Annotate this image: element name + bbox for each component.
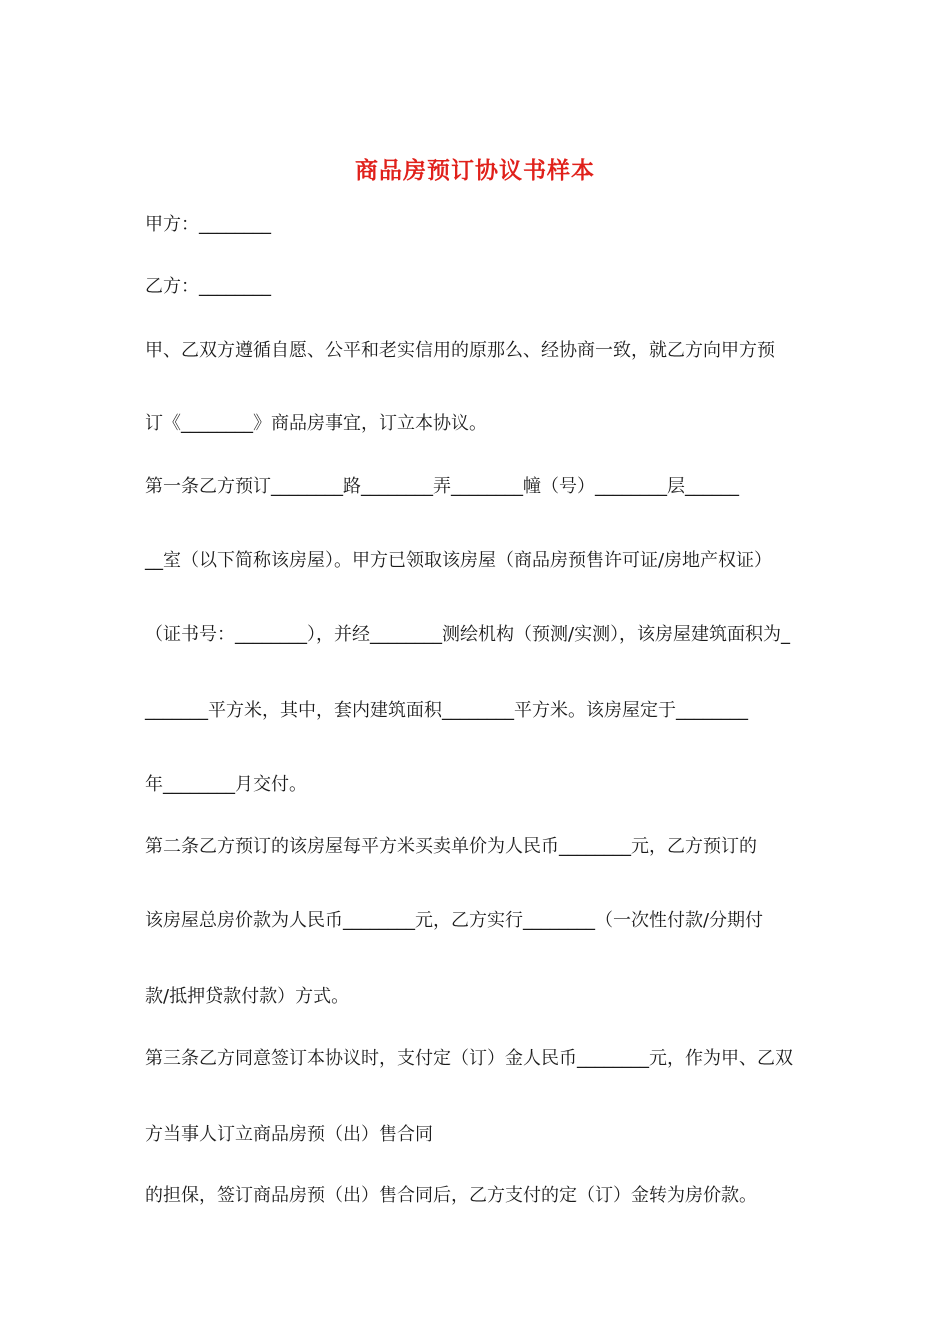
article-1-line-5: 年________月交付。 [145,774,307,795]
article-2-line-2: 该房屋总房价款为人民币________元，乙方实行________（一次性付款/分期付 [145,910,764,931]
preamble-line-2: 订《________》商品房事宜，订立本协议。 [145,413,487,434]
article-1-line-3: （证书号：________），并经________测绘机构（预测/实测），该房屋建筑面积为_ [145,624,791,645]
party-a-line: 甲方：________ [145,214,271,235]
article-3-line-2: 方当事人订立商品房预（出）售合同 [145,1124,433,1145]
article-1-line-2: __室（以下简称该房屋）。甲方已领取该房屋（商品房预售许可证/房地产权证） [145,550,773,571]
preamble-line-1: 甲、乙双方遵循自愿、公平和老实信用的原那么、经协商一致，就乙方向甲方预 [145,340,775,361]
party-b-line: 乙方：________ [145,276,271,297]
article-3-line-1: 第三条乙方同意签订本协议时，支付定（订）金人民币________元，作为甲、乙双 [145,1048,793,1069]
article-1-line-4: _______平方米，其中，套内建筑面积________平方米。该房屋定于________ [145,700,748,721]
article-2-line-1: 第二条乙方预订的该房屋每平方米买卖单价为人民币________元，乙方预订的 [145,836,757,857]
article-2-line-3: 款/抵押贷款付款）方式。 [145,986,350,1007]
document-title: 商品房预订协议书样本 [355,158,595,184]
article-3-line-3: 的担保，签订商品房预（出）售合同后，乙方支付的定（订）金转为房价款。 [145,1185,757,1206]
article-1-line-1: 第一条乙方预订________路________弄________幢（号）________层______ [145,476,739,497]
